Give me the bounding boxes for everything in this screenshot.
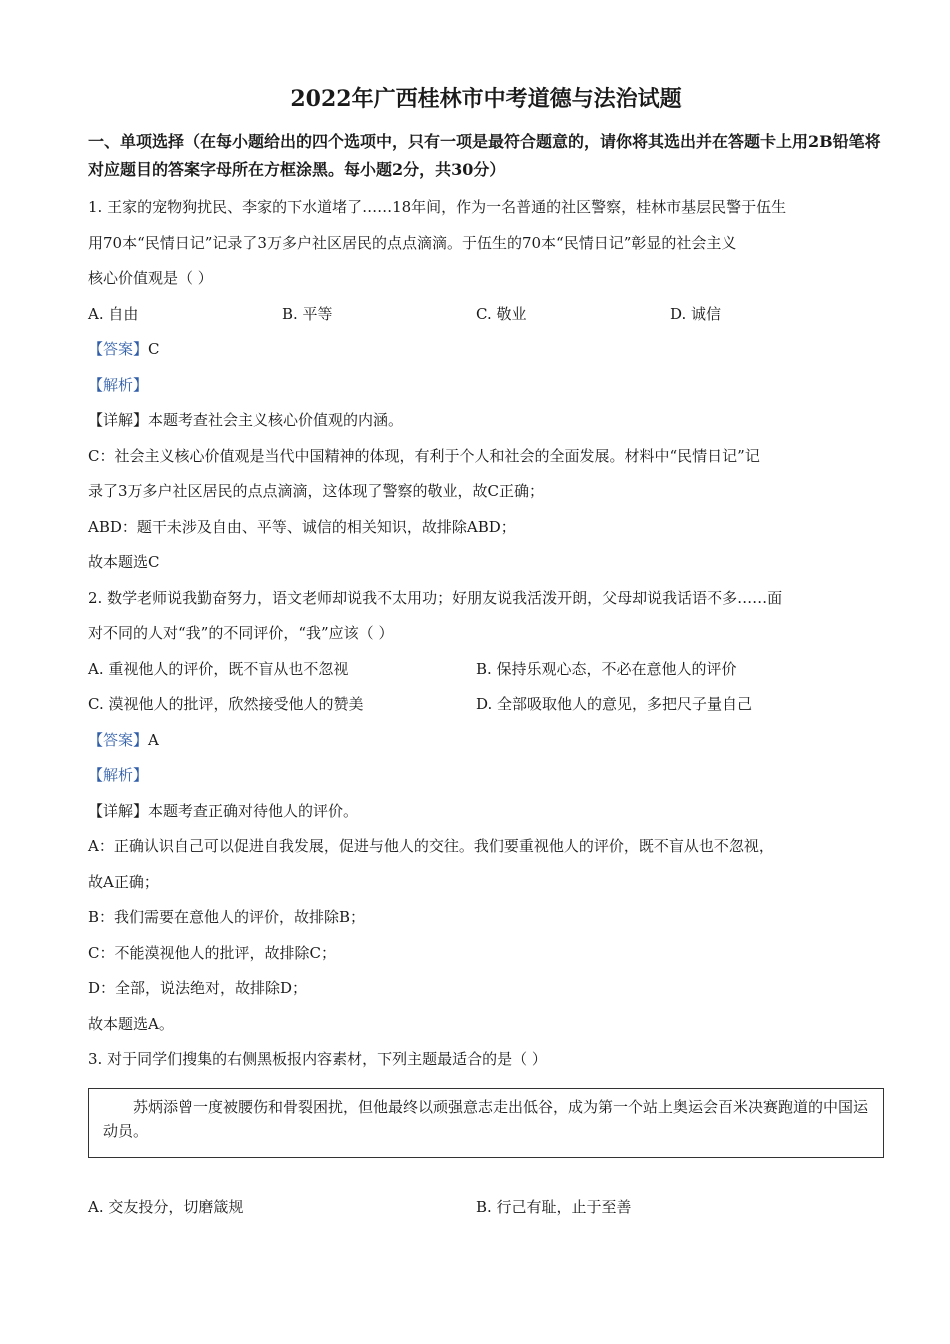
q3-stem: 3. 对于同学们搜集的右侧黑板报内容素材，下列主题最适合的是（ ） <box>88 1050 547 1068</box>
q1-option-d: D. 诚信 <box>670 304 722 323</box>
q1-stem-line-3: 核心价值观是（ ） <box>88 269 213 287</box>
q2-option-d: D. 全部吸取他人的意见，多把尺子量自己 <box>476 695 753 713</box>
q2-option-c: C. 漠视他人的批评，欣然接受他人的赞美 <box>88 695 364 713</box>
q2-option-b: B. 保持乐观心态，不必在意他人的评价 <box>476 659 737 678</box>
q1-stem-line-1: 1. 王家的宠物狗扰民、李家的下水道堵了……18年间，作为一名普通的社区警察，桂林市基层民警于伍生 <box>88 198 787 216</box>
q3-option-b: B. 行己有耻，止于至善 <box>476 1197 632 1216</box>
q1-detail: 【详解】本题考查社会主义核心价值观的内涵。 <box>88 411 404 429</box>
q2-explanation-1: A：正确认识自己可以促进自我发展，促进与他人的交往。我们要重视他人的评价，既不盲从也不忽视， <box>88 837 774 855</box>
q3-option-a: A. 交友投分，切磨箴规 <box>88 1197 244 1216</box>
q2-stem-line-1: 2. 数学老师说我勤奋努力，语文老师却说我不太用功；好朋友说我活泼开朗，父母却说我话语不多……面 <box>88 588 783 607</box>
q3-options-row-1 <box>88 1190 884 1226</box>
q1-option-b: B. 平等 <box>282 304 333 323</box>
exam-title: 2022年广西桂林市中考道德与法治试题 <box>290 86 682 112</box>
q2-stem-line-2: 对不同的人对“我”的不同评价，“我”应该（ ） <box>88 624 394 642</box>
q2-analysis-tag: 【解析】 <box>88 766 149 784</box>
q1-conclusion: 故本题选C <box>88 553 160 571</box>
q2-conclusion: 故本题选A。 <box>88 1014 174 1033</box>
q1-option-c: C. 敬业 <box>476 304 527 323</box>
question-1 <box>88 190 884 581</box>
q1-answer <box>88 332 884 368</box>
question-3 <box>88 1042 884 1225</box>
q1-analysis-tag: 【解析】 <box>88 375 149 394</box>
q2-explanation-4: C：不能漠视他人的批评，故排除C； <box>88 943 336 962</box>
q3-material-box: 苏炳添曾一度被腰伤和骨裂困扰，但他最终以顽强意志走出低谷，成为第一个站上奥运会百米决赛跑道的中国运动员。 <box>88 1088 884 1158</box>
q1-explanation-2: 录了3万多户社区居民的点点滴滴，这体现了警察的敬业，故C正确； <box>88 482 545 500</box>
q1-options <box>88 297 884 333</box>
q2-options-row-1 <box>88 652 884 688</box>
q1-explanation-1: C：社会主义核心价值观是当代中国精神的体现，有利于个人和社会的全面发展。材料中“民情日记”记 <box>88 446 760 465</box>
q2-explanation-5: D：全部，说法绝对，故排除D； <box>88 979 308 997</box>
q2-explanation-2: 故A正确； <box>88 872 159 891</box>
document-page <box>88 84 884 1225</box>
q2-option-a: A. 重视他人的评价，既不盲从也不忽视 <box>88 659 349 678</box>
q2-answer-value: A <box>148 730 159 749</box>
q1-answer-value: C <box>148 340 160 358</box>
q2-detail: 【详解】本题考查正确对待他人的评价。 <box>88 801 359 820</box>
q2-answer <box>88 723 884 759</box>
answer-tag: 【答案】 <box>88 340 149 358</box>
section-heading: 一、单项选择（在每小题给出的四个选项中，只有一项是最符合题意的，请你将其选出并在答题卡上用2B铅笔将对应题目的答案字母所在方框涂黑。每小题2分，共30分） <box>88 132 881 179</box>
answer-tag: 【答案】 <box>88 730 149 749</box>
q2-options-row-2 <box>88 687 884 723</box>
q2-explanation-3: B：我们需要在意他人的评价，故排除B； <box>88 908 366 926</box>
q1-option-a: A. 自由 <box>88 304 139 323</box>
question-2 <box>88 581 884 1043</box>
q1-stem-line-2: 用70本“民情日记”记录了3万多户社区居民的点点滴滴。于伍生的70本“民情日记”彰显的社会主义 <box>88 233 737 252</box>
q1-explanation-3: ABD：题干未涉及自由、平等、诚信的相关知识，故排除ABD； <box>88 517 516 536</box>
